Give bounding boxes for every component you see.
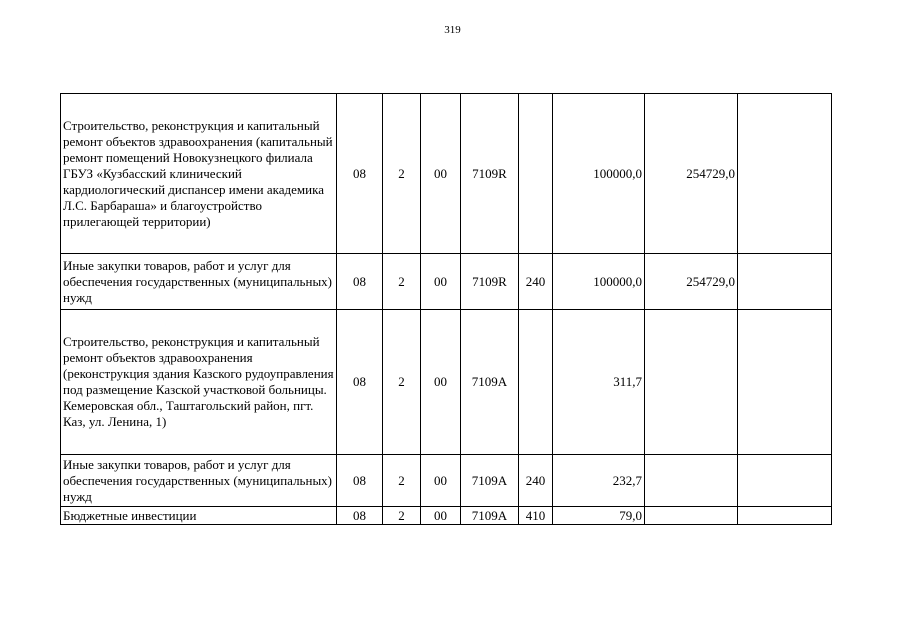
section-cell: 08 [337, 310, 383, 455]
target-cell: 7109А [461, 310, 519, 455]
subprogram-cell: 00 [421, 507, 461, 525]
subprogram-cell: 00 [421, 94, 461, 254]
table-row [61, 507, 832, 525]
expense-type-cell [519, 94, 553, 254]
target-cell: 7109R [461, 94, 519, 254]
year2-amount-cell: 254729,0 [645, 254, 738, 310]
expense-type-cell [519, 310, 553, 455]
row-name-cell: Бюджетные инвестиции [61, 507, 337, 525]
year1-amount-cell: 79,0 [553, 507, 645, 525]
subprogram-cell: 00 [421, 455, 461, 507]
table-row [61, 254, 832, 310]
expense-type-cell: 240 [519, 455, 553, 507]
section-cell: 08 [337, 254, 383, 310]
year2-amount-cell: 254729,0 [645, 94, 738, 254]
year2-amount-cell [645, 310, 738, 455]
year3-amount-cell [738, 94, 832, 254]
row-name-cell: Иные закупки товаров, работ и услуг для обеспечения государственных (муниципальных) нужд [61, 455, 337, 507]
subprogram-cell: 00 [421, 310, 461, 455]
row-name-cell: Строительство, реконструкция и капитальный ремонт объектов здравоохранения (капитальный ремонт помещений Новокузнецкого филиала ГБУЗ «Кузбасский клинический кардиологический диспансер имени академика Л.С. Барбараша» и благоустройство прилегающей территории) [61, 94, 337, 254]
page-number: 319 [444, 24, 461, 36]
section-cell: 08 [337, 94, 383, 254]
program-cell: 2 [383, 310, 421, 455]
table-row [61, 94, 832, 254]
year1-amount-cell: 311,7 [553, 310, 645, 455]
program-cell: 2 [383, 507, 421, 525]
subprogram-cell: 00 [421, 254, 461, 310]
year2-amount-cell [645, 507, 738, 525]
row-name-cell: Иные закупки товаров, работ и услуг для обеспечения государственных (муниципальных) нужд [61, 254, 337, 310]
program-cell: 2 [383, 455, 421, 507]
expense-type-cell: 410 [519, 507, 553, 525]
table-row [61, 310, 832, 455]
year3-amount-cell [738, 254, 832, 310]
section-cell: 08 [337, 507, 383, 525]
year3-amount-cell [738, 455, 832, 507]
budget-table [60, 93, 832, 525]
target-cell: 7109А [461, 507, 519, 525]
table-row [61, 455, 832, 507]
year3-amount-cell [738, 310, 832, 455]
year1-amount-cell: 100000,0 [553, 94, 645, 254]
row-name-cell: Строительство, реконструкция и капитальный ремонт объектов здравоохранения (реконструкция здания Казского рудоуправления под размещение Казской участковой больницы. Кемеровская обл., Таштагольский район, пгт. Каз, ул. Ленина, 1) [61, 310, 337, 455]
target-cell: 7109А [461, 455, 519, 507]
program-cell: 2 [383, 94, 421, 254]
expense-type-cell: 240 [519, 254, 553, 310]
year1-amount-cell: 232,7 [553, 455, 645, 507]
year3-amount-cell [738, 507, 832, 525]
program-cell: 2 [383, 254, 421, 310]
year2-amount-cell [645, 455, 738, 507]
section-cell: 08 [337, 455, 383, 507]
year1-amount-cell: 100000,0 [553, 254, 645, 310]
target-cell: 7109R [461, 254, 519, 310]
